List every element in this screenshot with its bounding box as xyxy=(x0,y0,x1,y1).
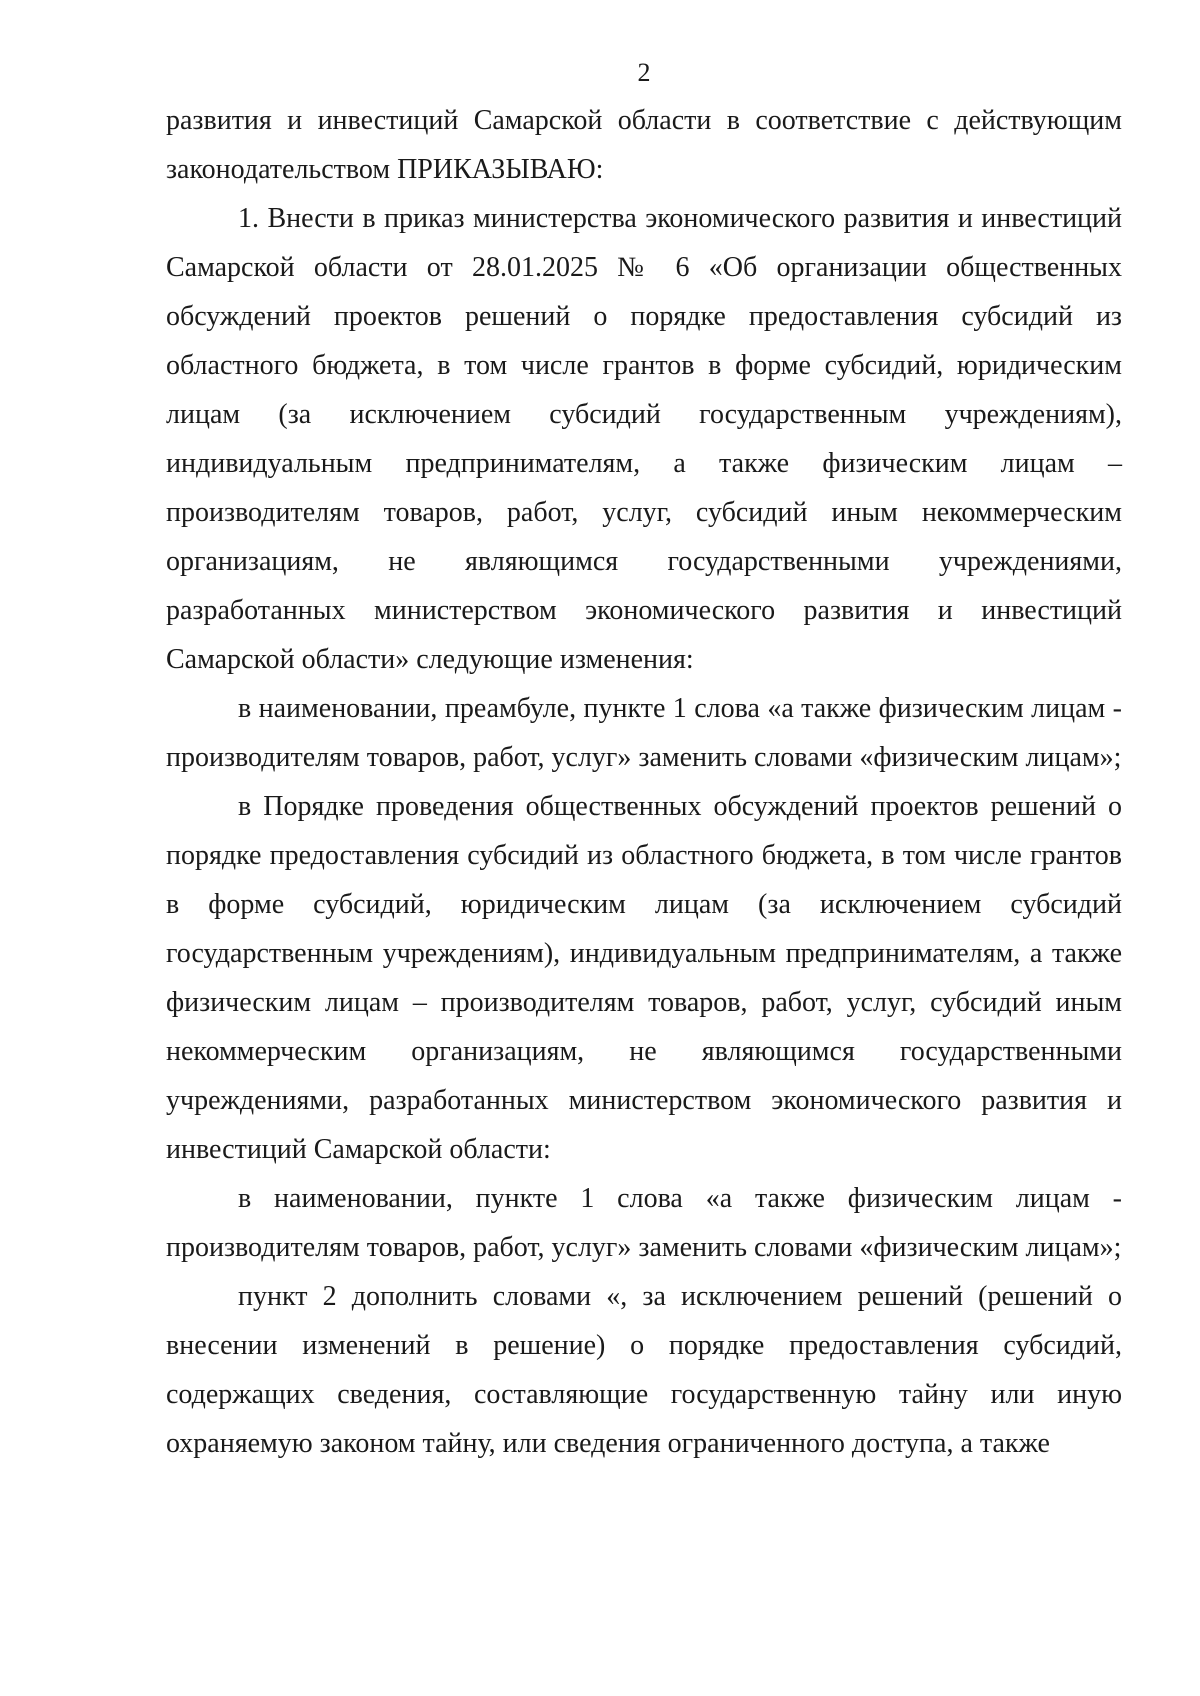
paragraph-intro: развития и инвестиций Самарской области в соответствие с действующим законодательством ПРИКАЗЫВАЮ: xyxy=(166,105,1122,185)
document-page xyxy=(166,58,1122,1468)
paragraph-item-1: 1. Внести в приказ министерства экономического развития и инвестиций Самарской области от 28.01.2025 № 6 «Об организации общественных обсуждений проектов решений о порядке предоставления субсидий из областного бюджета, в том числе грантов в форме субсидий, юридическим лицам (за исключением субсидий государственным учреждениям), индивидуальным предпринимателям, а также физическим лицам – производителям товаров, работ, услуг, субсидий иным некоммерческим организациям, не являющимся государственными учреждениями, разработанных министерством экономического развития и инвестиций Самарской области» следующие изменения: xyxy=(166,203,1122,675)
paragraph-amendment-clause-1: в наименовании, пункте 1 слова «а также физическим лицам - производителям товаров, работ, услуг» заменить словами «физическим лицам»; xyxy=(166,1183,1122,1263)
paragraph-procedure: в Порядке проведения общественных обсуждений проектов решений о порядке предоставления субсидий из областного бюджета, в том числе грантов в форме субсидий, юридическим лицам (за исключением субсидий государственным учреждениям), индивидуальным предпринимателям, а также физическим лицам – производителям товаров, работ, услуг, субсидий иным некоммерческим организациям, не являющимся государственными учреждениями, разработанных министерством экономического развития и инвестиций Самарской области: xyxy=(166,791,1122,1165)
paragraph-amendment-title: в наименовании, преамбуле, пункте 1 слова «а также физическим лицам - производителям товаров, работ, услуг» заменить словами «физическим лицам»; xyxy=(166,693,1122,773)
paragraph-amendment-clause-2: пункт 2 дополнить словами «, за исключением решений (решений о внесении изменений в решение) о порядке предоставления субсидий, содержащих сведения, составляющие государственную тайну или иную охраняемую законом тайну, или сведения ограниченного доступа, а также xyxy=(166,1281,1122,1459)
page-number: 2 xyxy=(637,58,651,87)
